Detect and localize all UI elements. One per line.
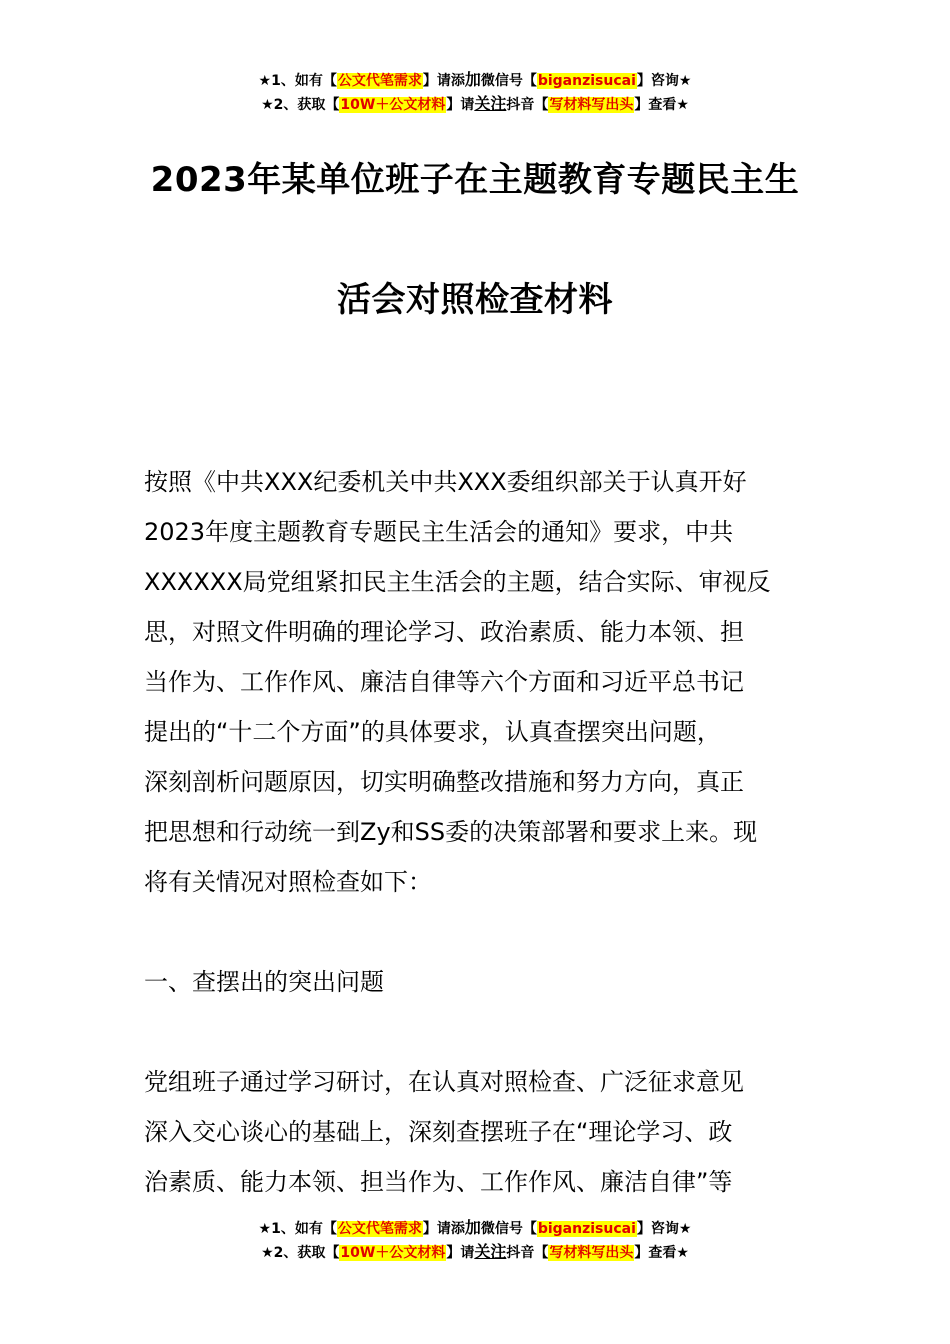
- promo-line-2: [0, 1240, 950, 1264]
- promo-text: 微信号【: [480, 73, 537, 89]
- document-title-line-2: 活会对照检查材料: [337, 280, 613, 320]
- promo-highlight-materials: 10W＋公文材料: [340, 97, 446, 113]
- promo-highlight-douyin: 写材料写出头: [549, 1245, 634, 1261]
- promo-highlight-service: 公文代笔需求: [337, 73, 422, 89]
- promo-text: 关注: [474, 94, 507, 113]
- promo-text: 】咨询★: [636, 73, 692, 89]
- paragraph-line: 把思想和行动统一到Zy和SS委的决策部署和要求上来。现: [144, 818, 758, 846]
- promo-text: 】请添: [422, 73, 465, 89]
- promo-line-2: [0, 92, 950, 116]
- promo-text: ★2、获取【: [261, 1245, 340, 1261]
- paragraph-line: XXXXXX局党组紧扣民主生活会的主题，结合实际、审视反: [144, 568, 771, 596]
- top-promo-banner: [0, 68, 950, 116]
- paragraph-line: 思，对照文件明确的理论学习、政治素质、能力本领、担: [144, 618, 744, 646]
- paragraph-line: 提出的“十二个方面”的具体要求，认真查摆突出问题，: [144, 718, 721, 746]
- paragraph-line: 当作为、工作作风、廉洁自律等六个方面和习近平总书记: [144, 668, 744, 696]
- promo-text: 关注: [474, 1242, 507, 1261]
- paragraph-line: 将有关情况对照检查如下：: [144, 868, 432, 896]
- promo-text: 抖音【: [506, 1245, 549, 1261]
- promo-highlight-materials: 10W＋公文材料: [340, 1245, 446, 1261]
- intro-paragraph: [144, 457, 806, 907]
- promo-text: 】咨询★: [636, 1221, 692, 1237]
- promo-text: ★1、如有【: [258, 1221, 337, 1237]
- promo-text: 加: [464, 1218, 481, 1237]
- section-paragraph: [144, 1057, 806, 1207]
- promo-line-1: [0, 1216, 950, 1240]
- paragraph-line: 深入交心谈心的基础上，深刻查摆班子在“理论学习、政: [144, 1118, 733, 1146]
- promo-highlight-wechat-id: biganzisucai: [537, 1221, 636, 1237]
- paragraph-line: 2023年度主题教育专题民主生活会的通知》要求，中共: [144, 518, 734, 546]
- promo-highlight-service: 公文代笔需求: [337, 1221, 422, 1237]
- promo-text: 加: [464, 70, 481, 89]
- promo-text: 】查看★: [634, 1245, 689, 1261]
- promo-text: 】请: [446, 97, 475, 113]
- promo-text: 微信号【: [480, 1221, 537, 1237]
- paragraph-line: 深刻剖析问题原因，切实明确整改措施和努力方向，真正: [144, 768, 744, 796]
- paragraph-line: 党组班子通过学习研讨，在认真对照检查、广泛征求意见: [144, 1068, 744, 1096]
- promo-text: 】查看★: [634, 97, 689, 113]
- bottom-promo-banner: [0, 1216, 950, 1264]
- promo-highlight-wechat-id: biganzisucai: [537, 73, 636, 89]
- document-title-line-1: 2023年某单位班子在主题教育专题民主生: [150, 160, 800, 200]
- section-heading: 一、查摆出的突出问题: [144, 968, 384, 996]
- promo-text: 】请: [446, 1245, 475, 1261]
- promo-text: ★1、如有【: [258, 73, 337, 89]
- promo-text: 抖音【: [506, 97, 549, 113]
- promo-text: 】请添: [422, 1221, 465, 1237]
- paragraph-line: 按照《中共XXX纪委机关中共XXX委组织部关于认真开好: [144, 468, 747, 496]
- paragraph-line: 治素质、能力本领、担当作为、工作作风、廉洁自律”等: [144, 1168, 733, 1196]
- promo-line-1: [0, 68, 950, 92]
- promo-highlight-douyin: 写材料写出头: [549, 97, 634, 113]
- promo-text: ★2、获取【: [261, 97, 340, 113]
